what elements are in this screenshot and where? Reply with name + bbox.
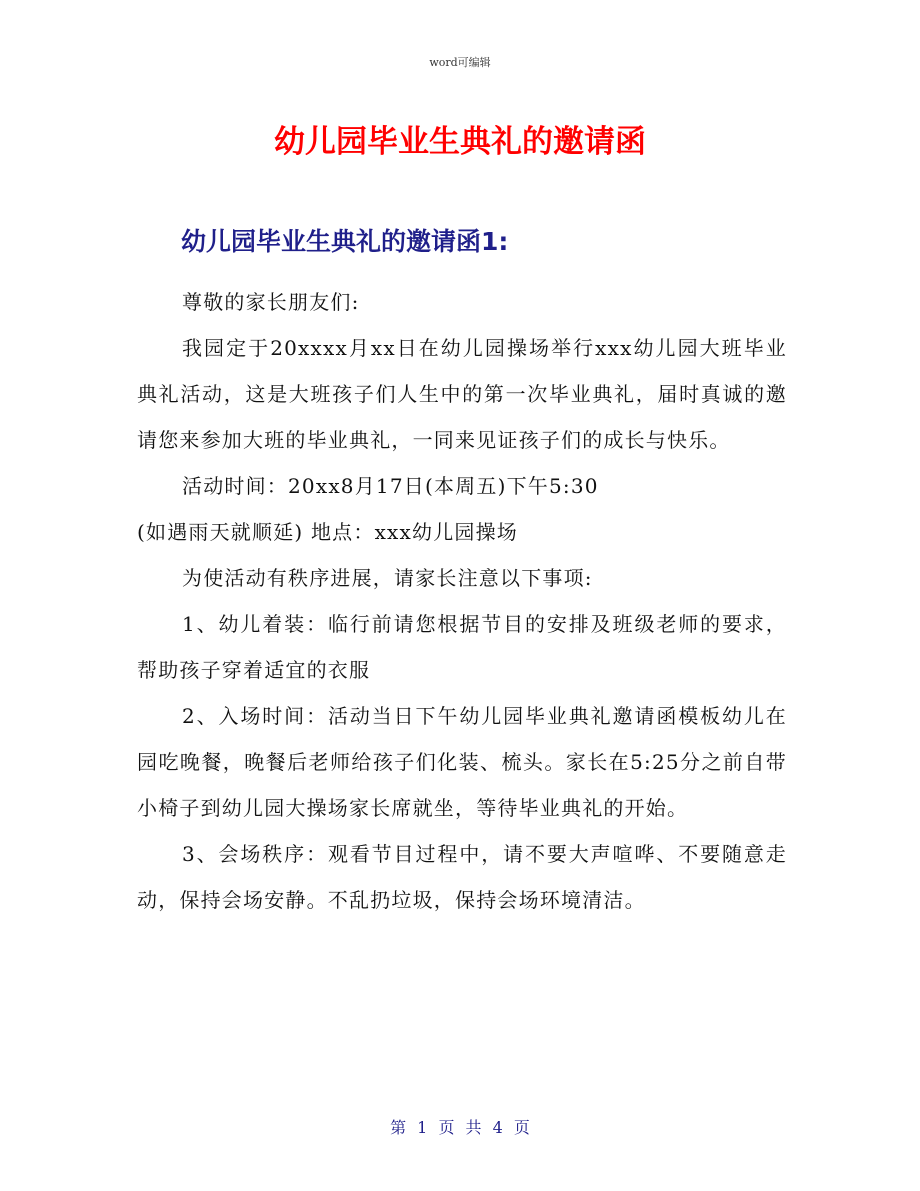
header-note: word可编辑 (429, 56, 491, 69)
section-heading: 幼儿园毕业生典礼的邀请函1: (181, 227, 509, 256)
paragraph-notice: 为使活动有秩序进展，请家长注意以下事项: (182, 566, 593, 590)
paragraph-place: (如遇雨天就顺延) 地点：xxx幼儿园操场 (137, 520, 519, 544)
document-body (137, 279, 787, 923)
document-title: 幼儿园毕业生典礼的邀请函 (274, 124, 646, 160)
paragraph-time: 活动时间：20xx8月17日(本周五)下午5:30 (182, 474, 599, 498)
paragraph-item-3: 3、会场秩序：观看节目过程中，请不要大声喧哗、不要随意走动，保持会场安静。不乱扔垃圾，保持会场环境清洁。 (137, 842, 787, 912)
paragraph-intro: 我园定于20xxxx月xx日在幼儿园操场举行xxx幼儿园大班毕业典礼活动，这是大班孩子们人生中的第一次毕业典礼，届时真诚的邀请您来参加大班的毕业典礼，一同来见证孩子们的成长与快乐。 (137, 336, 787, 452)
paragraph-greeting: 尊敬的家长朋友们: (182, 290, 360, 314)
paragraph-item-2: 2、入场时间：活动当日下午幼儿园毕业典礼邀请函模板幼儿在园吃晚餐，晚餐后老师给孩子们化装、梳头。家长在5:25分之前自带小椅子到幼儿园大操场家长席就坐，等待毕业典礼的开始。 (137, 704, 787, 820)
paragraph-item-1: 1、幼儿着装：临行前请您根据节目的安排及班级老师的要求，帮助孩子穿着适宜的衣服 (137, 612, 787, 682)
page-footer: 第 1 页 共 4 页 (390, 1118, 530, 1137)
